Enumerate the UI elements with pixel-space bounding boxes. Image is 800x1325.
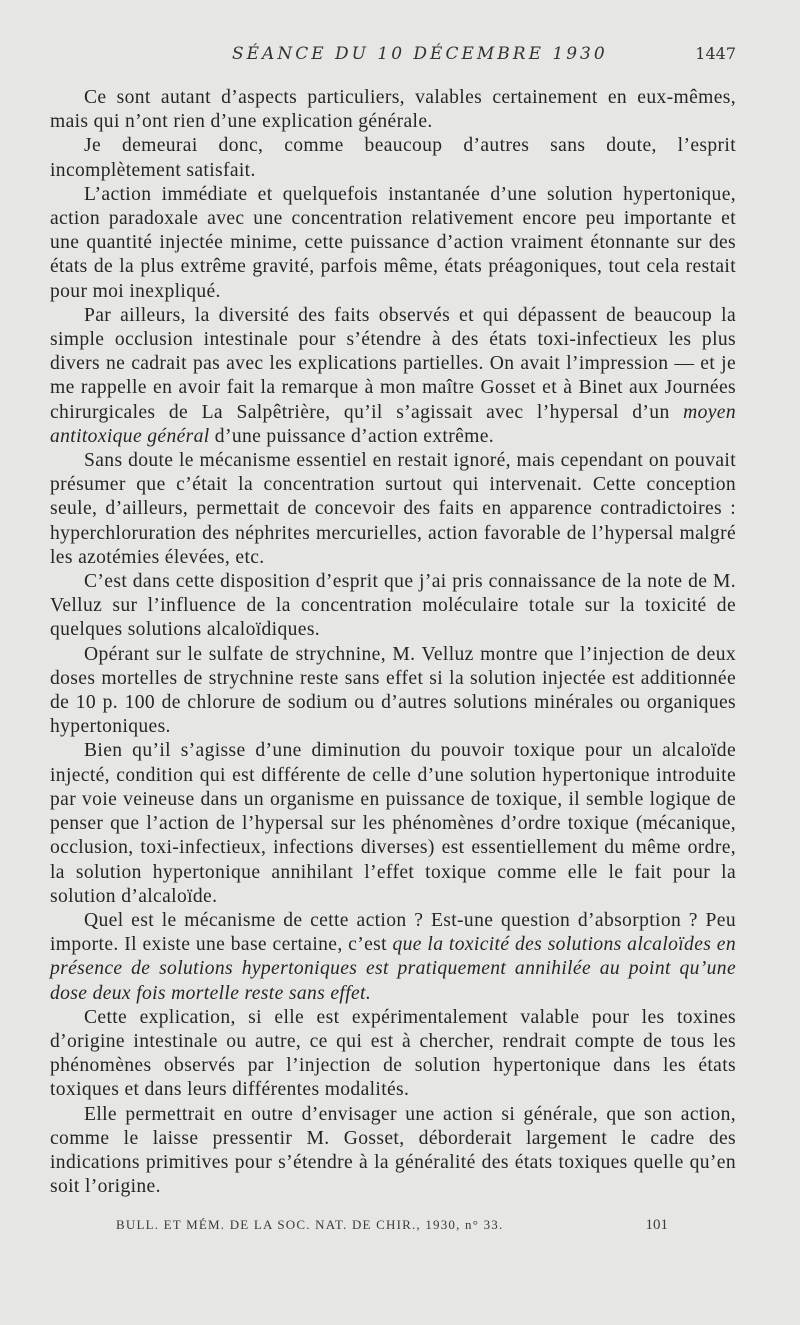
- paragraph: Cette explication, si elle est expérimentalement valable pour les toxines d’origine intestinale ou autre, ce qui est à chercher, rendrait compte de tous les phénomènes observés par l’injection de solution hypertonique dans les états toxiques et dans leurs différentes modalités.: [50, 1006, 736, 1101]
- paragraph: C’est dans cette disposition d’esprit que j’ai pris connaissance de la note de M. Velluz sur l’influence de la concentration moléculaire totale sur la toxicité de quelques solutions alcaloïdiques.: [50, 571, 736, 641]
- paragraph: Opérant sur le sulfate de strychnine, M. Velluz montre que l’injection de deux doses mortelles de strychnine reste sans effet si la solution injectée est additionnée de 10 p. 100 de chlorure de sodium ou d’autres solutions minérales ou organiques hypertoniques.: [50, 643, 736, 738]
- paragraph: [50, 909, 736, 1006]
- paragraph: Je demeurai donc, comme beaucoup d’autres sans doute, l’esprit incomplètement satisfait.: [50, 135, 736, 181]
- paragraph: [50, 304, 736, 449]
- paragraph: Elle permettrait en outre d’envisager une action si générale, que son action, comme le laisse pressentir M. Gosset, déborderait largement le cadre des indications primitives pour s’étendre à la généralité des états toxiques quelle qu’en soit l’origine.: [50, 1103, 736, 1198]
- signature-mark: 101: [645, 1217, 668, 1233]
- italic-phrase: moyen antitoxique général: [50, 401, 736, 447]
- page-number: 1447: [695, 44, 736, 63]
- running-head: [82, 44, 736, 66]
- running-title: SÉANCE DU 10 DÉCEMBRE 1930: [232, 44, 608, 64]
- paragraph-text: d’une puissance d’action extrême.: [209, 425, 495, 447]
- paragraph-text: Quel est le mécanisme de cette action ? Est-une question d’absorption ? Peu importe. Il existe une base certaine, c’est: [50, 909, 736, 956]
- body-text: [50, 86, 736, 1199]
- italic-phrase: que la toxicité des solutions alcaloïdes en présence de solutions hypertoniques est pratiquement annihilée au point qu’une dose deux fois mortelle reste sans effet.: [50, 934, 736, 1004]
- paragraph: Sans doute le mécanisme essentiel en restait ignoré, mais cependant on pouvait présumer que c’était la concentration surtout qui intervenait. Cette conception seule, d’ailleurs, permettait de concevoir des faits en apparence contradictoires : hyperchloruration des néphrites mercurielles, action favorable de l’hypersal malgré les azotémies élevées, etc.: [50, 450, 736, 568]
- paragraph-text: Par ailleurs, la diversité des faits observés et qui dépassent de beaucoup la simple occlusion intestinale pour s’étendre à des états toxi-infectieux les plus divers ne cadrait pas avec les explications partielles. On avait l’impression — et je me rappelle en avoir fait la remarque à mon maître Gosset et à Binet aux Journées chirurgicales de La Salpêtrière, qu’il s’agissait avec l’hypersal d’un: [50, 304, 736, 423]
- paragraph: Ce sont autant d’aspects particuliers, valables certainement en eux-mêmes, mais qui n’ont rien d’une explication générale.: [50, 87, 736, 133]
- page-footer: [116, 1217, 668, 1237]
- footer-citation: BULL. ET MÉM. DE LA SOC. NAT. DE CHIR., 1930, n° 33.: [116, 1217, 504, 1232]
- paragraph: L’action immédiate et quelquefois instantanée d’une solution hypertonique, action paradoxale avec une concentration relativement encore peu importante et une quantité injectée minime, cette puissance d’action vraiment étonnante sur des états de la plus extrême gravité, parfois même, états préagoniques, tout cela restait pour moi inexpliqué.: [50, 183, 736, 302]
- paragraph: Bien qu’il s’agisse d’une diminution du pouvoir toxique pour un alcaloïde injecté, condition qui est différente de celle d’une solution hypertonique introduite par voie veineuse dans un organisme en puissance de toxique, il semble logique de penser que l’action de l’hypersal sur les phénomènes d’ordre toxique (mécanique, occlusion, toxi-infectieux, infections diverses) est essentiellement du même ordre, la solution hypertonique annihilant l’effet toxique comme elle le fait pour la solution d’alcaloïde.: [50, 740, 736, 907]
